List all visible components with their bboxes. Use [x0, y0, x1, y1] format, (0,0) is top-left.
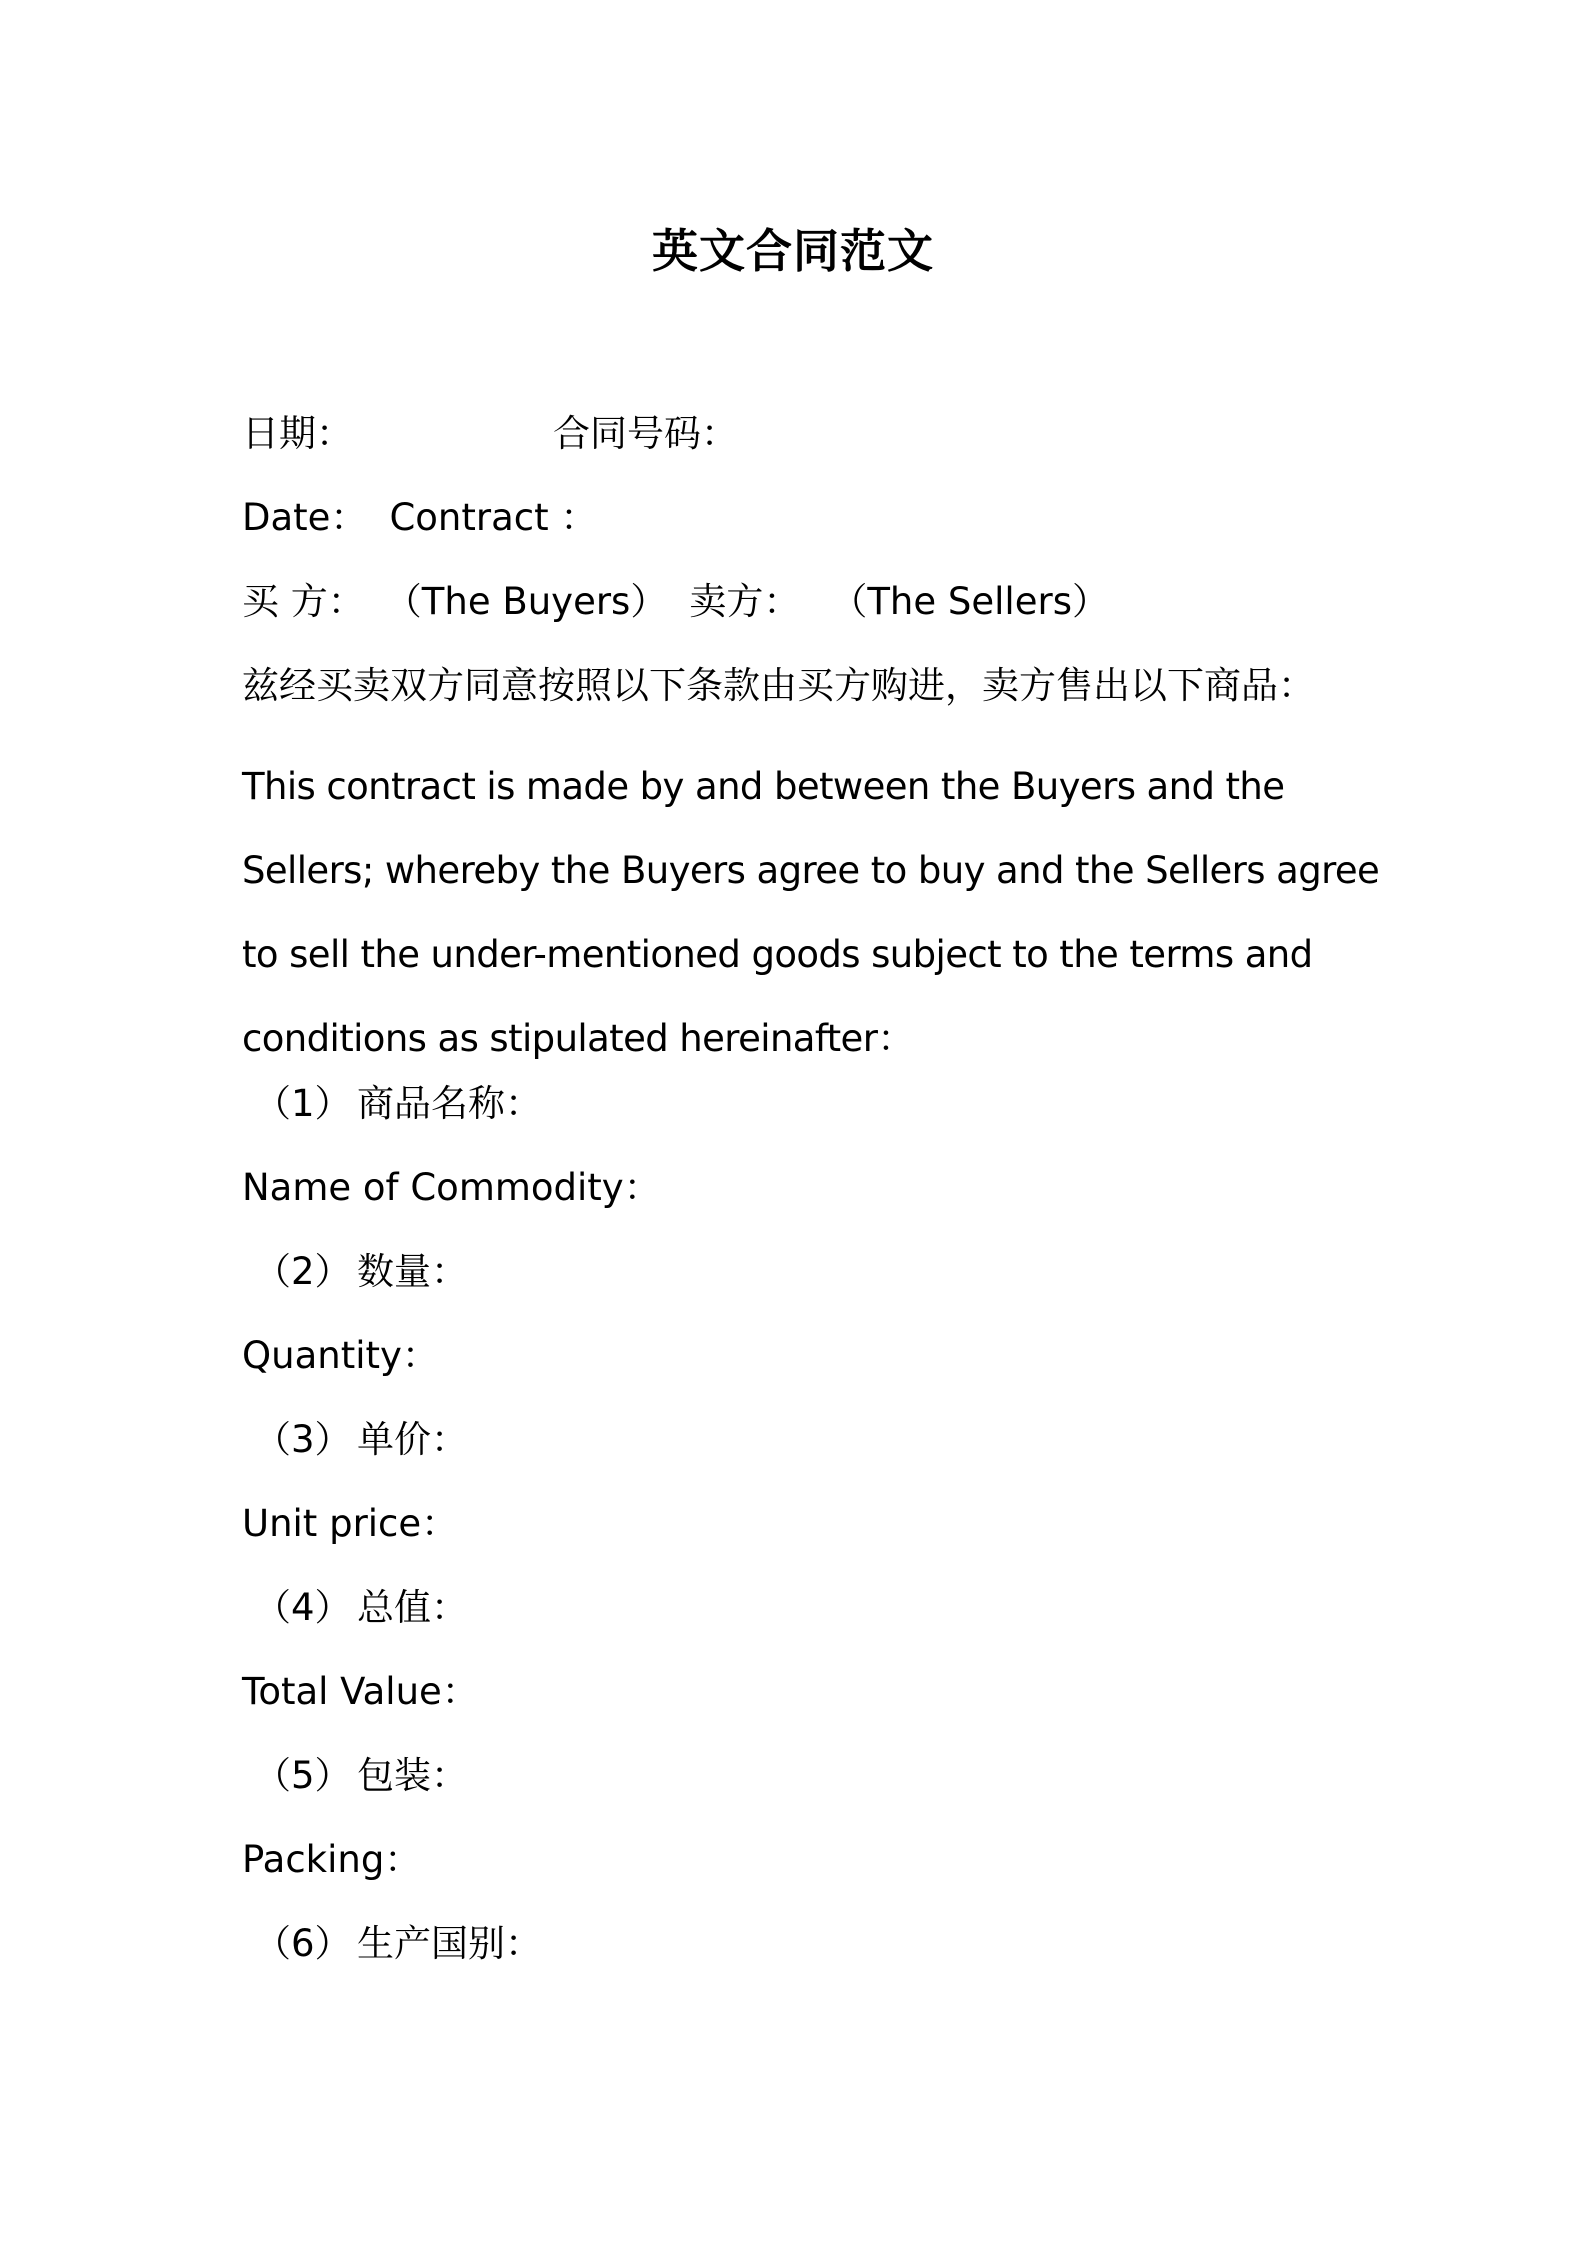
item-label-cn: 商品名称：	[357, 1082, 542, 1125]
item-5-cn	[242, 1750, 468, 1802]
item-4-en: Total Value：	[242, 1670, 479, 1713]
item-6-cn	[242, 1918, 542, 1970]
item-number: （4）	[254, 1586, 352, 1629]
item-label-cn: 数量：	[357, 1250, 468, 1293]
item-label-cn: 总值：	[357, 1586, 468, 1629]
item-label-cn: 包装：	[357, 1754, 468, 1797]
contract-no-label-cn: 合同号码：	[553, 412, 738, 455]
item-number: （2）	[254, 1250, 352, 1293]
item-2-en: Quantity：	[242, 1334, 439, 1377]
document-title: 英文合同范文	[652, 224, 934, 278]
contract-label-en: Contract ：	[389, 496, 598, 539]
item-number: （6）	[254, 1922, 352, 1965]
buyer-label-en: （The Buyers）	[384, 580, 668, 623]
item-label-cn: 生产国别：	[357, 1922, 542, 1965]
header-en-line	[242, 492, 597, 544]
item-1-en: Name of Commodity：	[242, 1166, 661, 1209]
intro-en: This contract is made by and between the Buyers and the Sellers; whereby the Buyers agree to buy and the Sellers agree to sell the under-mentioned goods subject to the terms and conditions as stipulated hereinafter：	[242, 765, 1380, 1060]
item-number: （5）	[254, 1754, 352, 1797]
date-label-en: Date：	[242, 496, 368, 539]
item-number: （1）	[254, 1082, 352, 1125]
item-3-en: Unit price：	[242, 1502, 459, 1545]
parties-line	[242, 576, 1109, 628]
date-label-cn: 日期：	[242, 412, 353, 455]
buyer-label-cn: 买 方：	[242, 580, 365, 623]
item-4-cn	[242, 1582, 468, 1634]
item-1-cn	[242, 1078, 542, 1130]
seller-label-en: （The Sellers）	[830, 580, 1109, 623]
item-number: （3）	[254, 1418, 352, 1461]
item-label-cn: 单价：	[357, 1418, 468, 1461]
item-2-cn	[242, 1246, 468, 1298]
item-3-cn	[242, 1414, 468, 1466]
seller-label-cn: 卖方：	[689, 580, 801, 623]
item-5-en: Packing：	[242, 1838, 422, 1881]
header-cn-line	[242, 408, 738, 460]
intro-cn: 兹经买卖双方同意按照以下条款由买方购进，卖方售出以下商品：	[242, 664, 1315, 707]
